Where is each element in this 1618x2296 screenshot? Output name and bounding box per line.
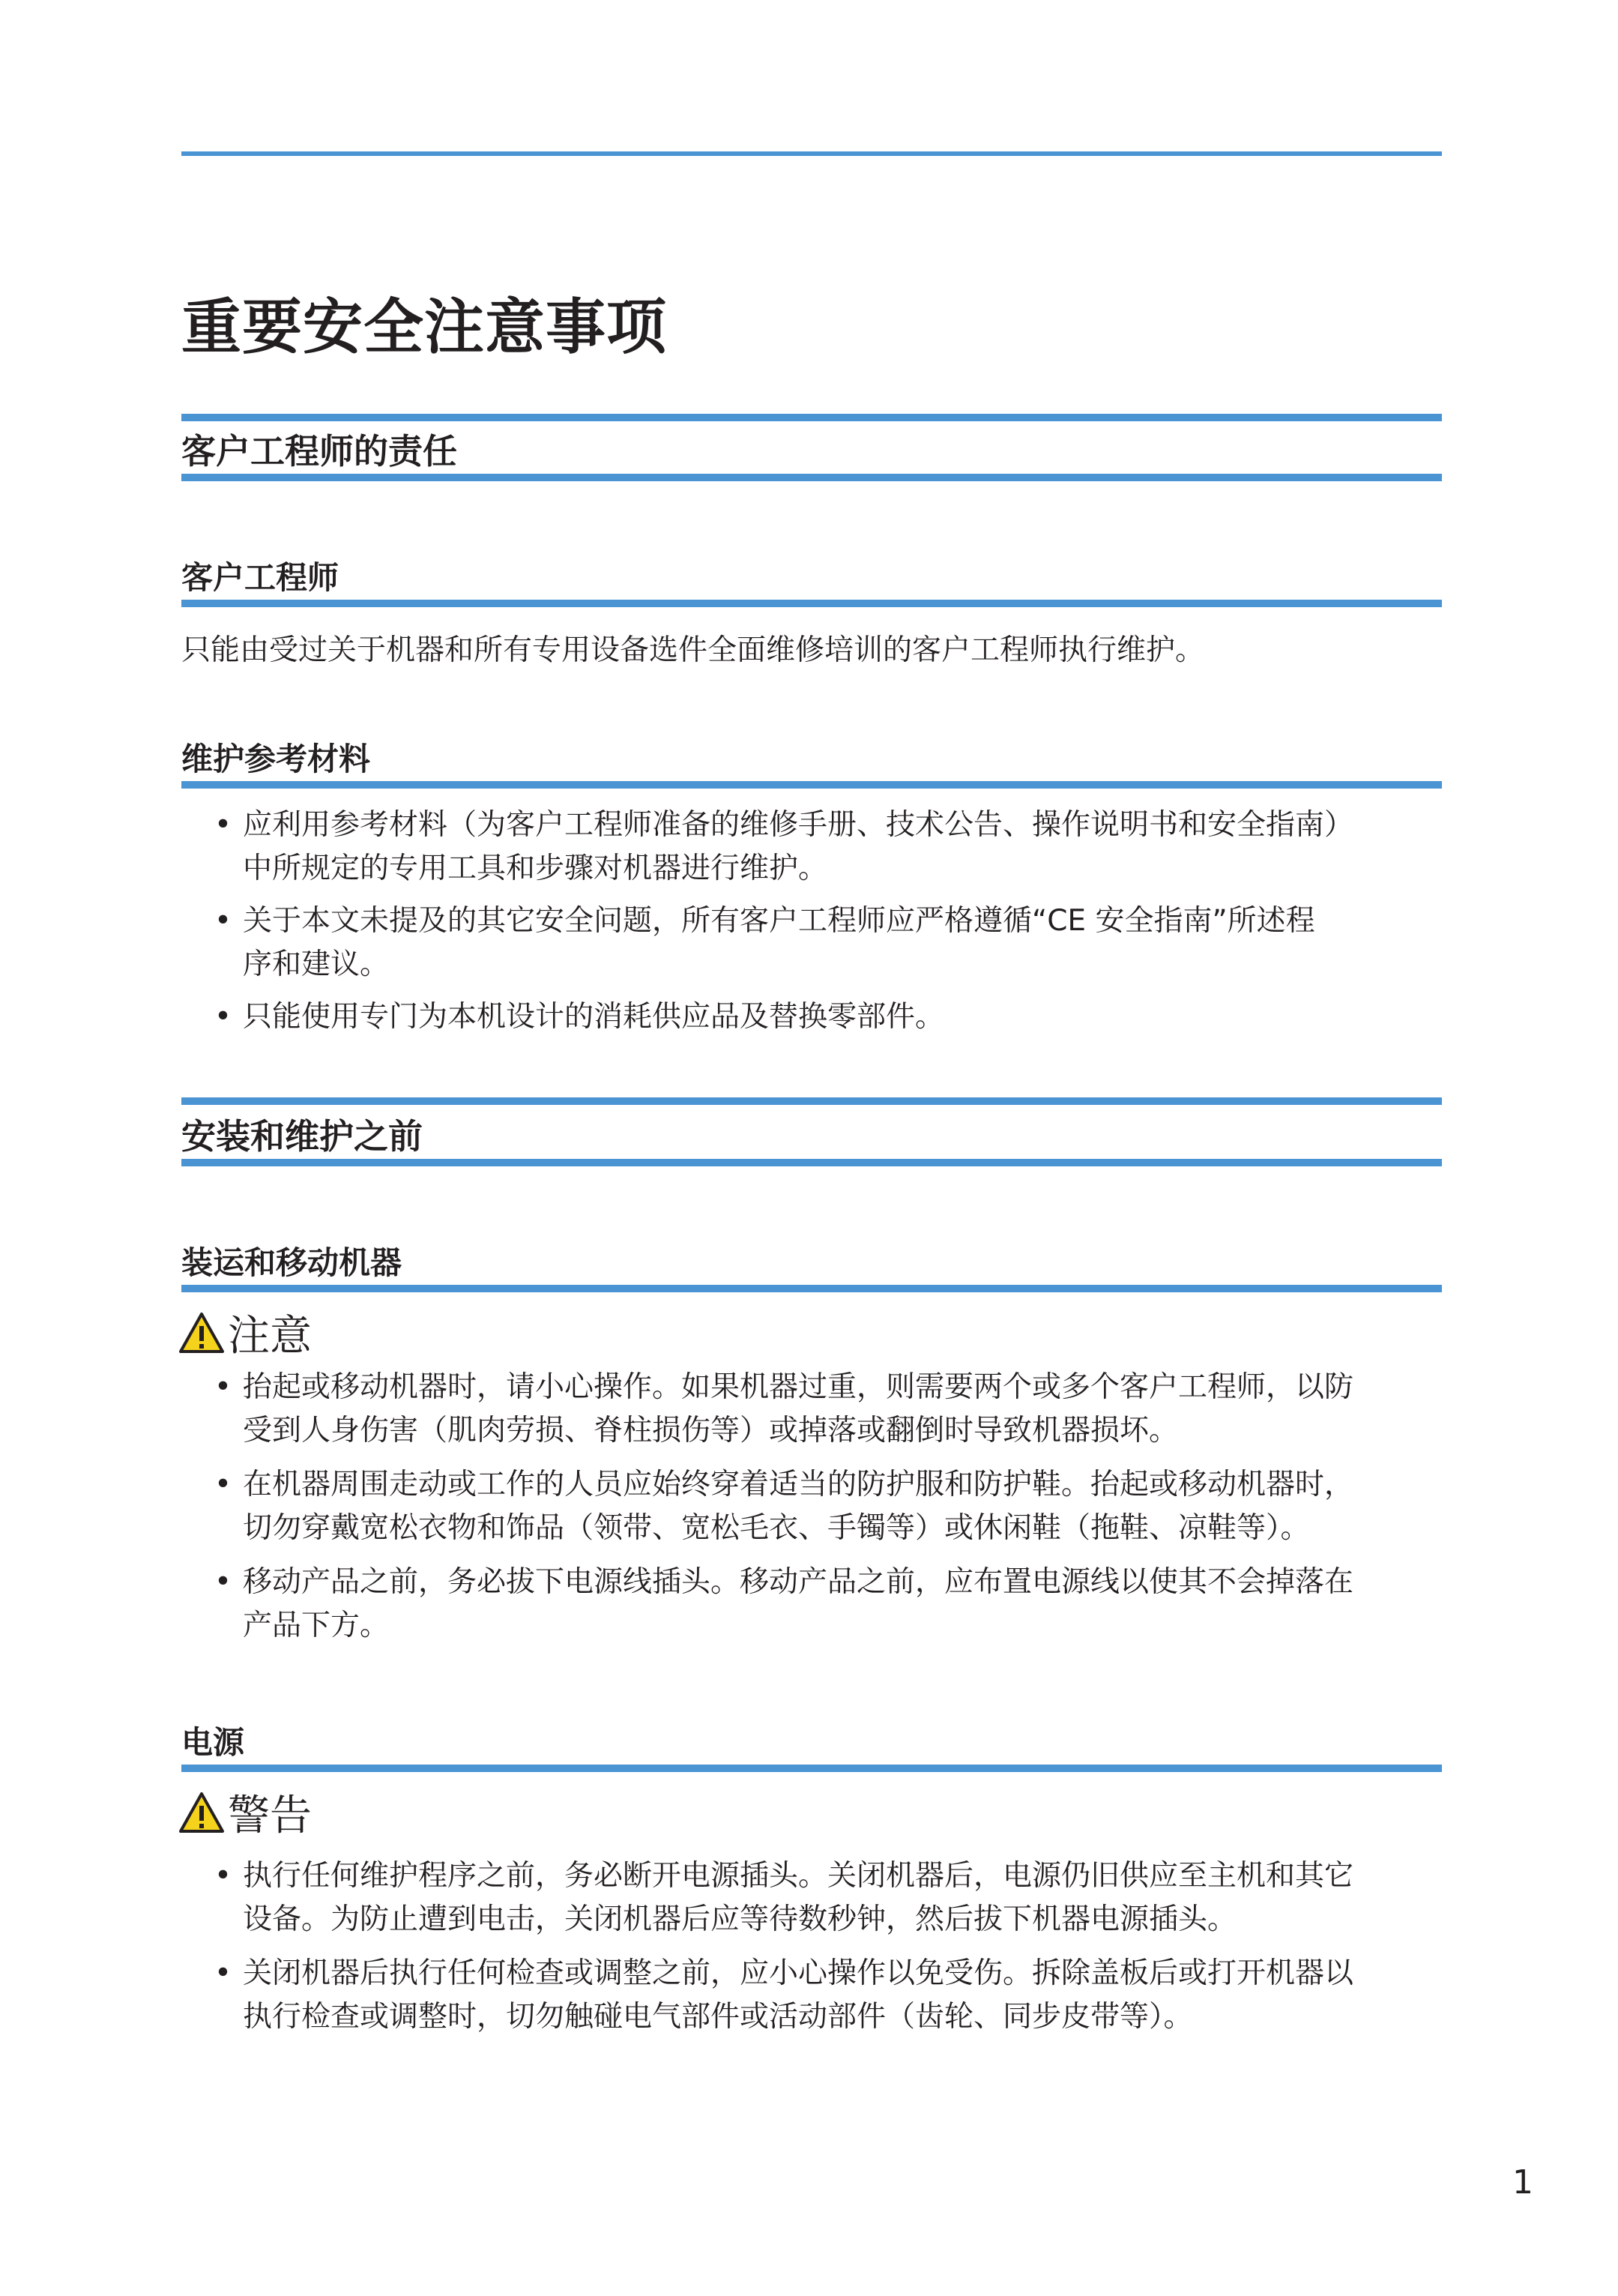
bullet-dot: • [214,808,232,842]
section-rule-bottom [181,474,1442,481]
warning-notice [178,1783,312,1842]
section-rule-top [181,1097,1442,1105]
section-heading-responsibility: 客户工程师的责任 [181,431,457,471]
bullet-dot: • [214,1000,232,1034]
subsection-rule [181,1765,1442,1772]
list-item-line: 设备。为防止遭到电击，关闭机器后应等待数秒钟，然后拔下机器电源插头。 [243,1902,1237,1936]
list-item [214,1366,1443,1453]
bullet-dot: • [214,904,232,938]
list-item-line: 执行检查或调整时，切勿触碰电气部件或活动部件（齿轮、同步皮带等）。 [243,2000,1193,2034]
subsection-rule [181,600,1442,607]
list-item-line: 中所规定的专用工具和步骤对机器进行维护。 [243,852,828,885]
list-item [214,995,1443,1039]
bullet-dot: • [214,1565,232,1599]
subsection-rule [181,781,1442,789]
warning-label: 警告 [228,1792,312,1840]
warning-triangle-icon [178,1792,225,1834]
section-heading-before-install: 安装和维护之前 [181,1116,423,1157]
list-item-line: 应利用参考材料（为客户工程师准备的维修手册、技术公告、操作说明书和安全指南） [243,808,1354,842]
list-item-line: 只能使用专门为本机设计的消耗供应品及替换零部件。 [243,1000,945,1034]
bullet-dot: • [214,1370,232,1404]
list-item-line: 执行任何维护程序之前，务必断开电源插头。关闭机器后，电源仍旧供应至主机和其它 [243,1859,1354,1893]
subsection-heading-references: 维护参考材料 [181,741,371,777]
bullet-dot: • [214,1859,232,1893]
bullet-dot: • [214,1468,232,1501]
list-item-line: 产品下方。 [243,1609,390,1642]
page-number: 1 [1512,2163,1533,2202]
caution-label: 注意 [228,1312,312,1361]
section-rule-top [181,414,1442,421]
page-title: 重要安全注意事项 [181,292,667,362]
caution-notice [178,1303,312,1363]
warning-triangle-icon [178,1312,225,1354]
subsection-heading-power: 电源 [181,1724,245,1761]
list-item-line: 切勿穿戴宽松衣物和饰品（领带、宽松毛衣、手镯等）或休闲鞋（拖鞋、凉鞋等）。 [243,1511,1310,1545]
list-item [214,804,1443,891]
list-item-line: 移动产品之前，务必拔下电源线插头。移动产品之前，应布置电源线以使其不会掉落在 [243,1565,1354,1599]
subsection-heading-engineer: 客户工程师 [181,559,339,596]
bullet-dot: • [214,1956,232,1990]
subsection-rule [181,1285,1442,1292]
section-rule-bottom [181,1159,1442,1166]
list-item [214,1463,1443,1550]
list-item-line: 序和建议。 [243,947,390,981]
list-item [214,1952,1443,2039]
subsection-heading-transport: 装运和移动机器 [181,1244,402,1281]
top-rule [181,151,1442,156]
engineer-text: 只能由受过关于机器和所有专用设备选件全面维修培训的客户工程师执行维护。 [181,633,1205,667]
list-item-line: 关于本文未提及的其它安全问题，所有客户工程师应严格遵循“CE 安全指南”所述程 [243,904,1315,938]
list-item [214,1561,1443,1648]
list-item-line: 抬起或移动机器时，请小心操作。如果机器过重，则需要两个或多个客户工程师，以防 [243,1370,1354,1404]
list-item-line: 受到人身伤害（肌肉劳损、脊柱损伤等）或掉落或翻倒时导致机器损坏。 [243,1414,1179,1447]
list-item-line: 在机器周围走动或工作的人员应始终穿着适当的防护服和防护鞋。抬起或移动机器时， [243,1468,1354,1501]
list-item [214,1854,1443,1941]
list-item-line: 关闭机器后执行任何检查或调整之前，应小心操作以免受伤。拆除盖板后或打开机器以 [243,1956,1354,1990]
list-item [214,900,1443,986]
